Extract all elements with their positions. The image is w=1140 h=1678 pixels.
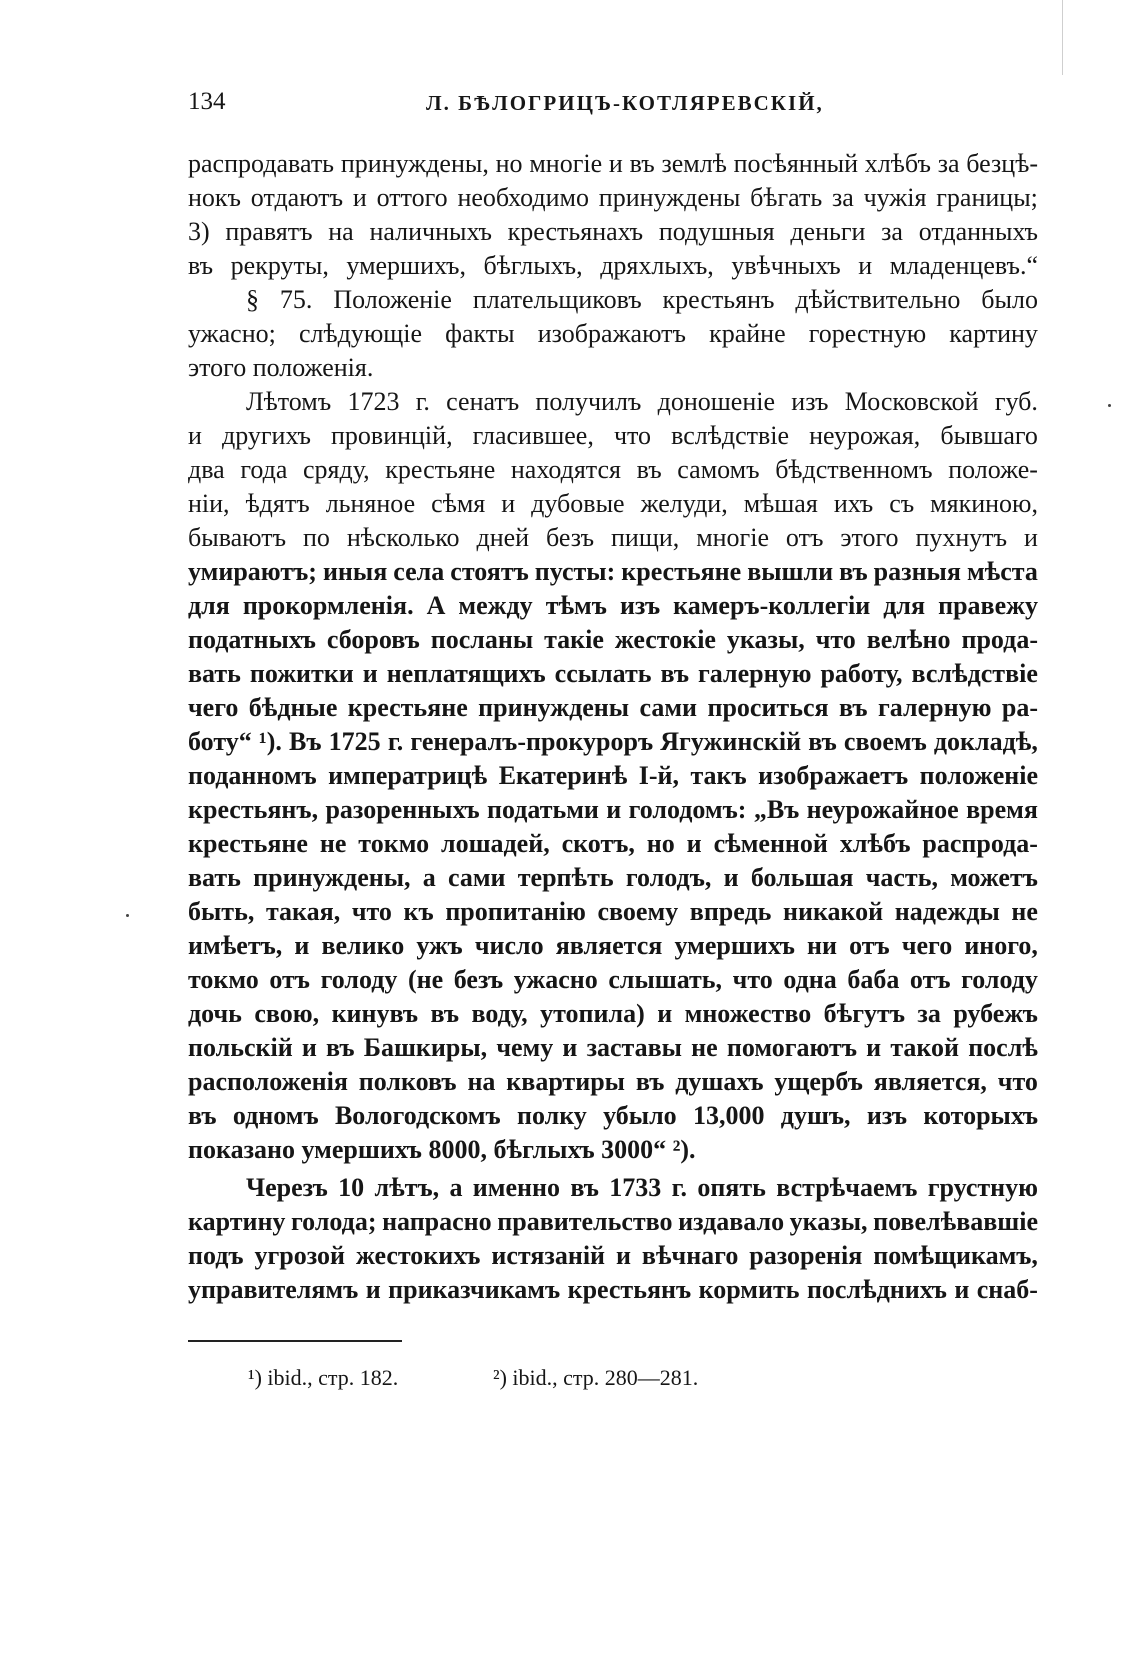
text-line: и другихъ провинцій, гласившее, что вслѣдствіе неурожая, бывшаго [188, 421, 1038, 450]
text-line: для прокормленія. А между тѣмъ изъ камеръ-коллегіи для правежу [188, 591, 1038, 620]
text-line: ужасно; слѣдующіе факты изображаютъ крайне горестную картину [188, 319, 1038, 348]
text-line: распродавать принуждены, но многіе и въ землѣ посѣянный хлѣбъ за безцѣ- [188, 149, 1038, 178]
text-line: въ рекруты, умершихъ, бѣглыхъ, дряхлыхъ, увѣчныхъ и младенцевъ.“ [188, 251, 1038, 280]
binding-mark [1062, 0, 1063, 75]
footnote-divider [188, 1340, 402, 1342]
text-line: въ одномъ Вологодскомъ полку убыло 13,000 душъ, изъ которыхъ [188, 1101, 1038, 1130]
footnote-1: ¹) ibid., стр. 182. [248, 1365, 399, 1390]
text-line: вать принуждены, а сами терпѣть голодъ, и большая часть, можетъ [188, 863, 1038, 892]
text-line: имѣетъ, и велико ужъ число является умершихъ ни отъ чего иного, [188, 931, 1038, 960]
footnote-2: ²) ibid., стр. 280—281. [493, 1365, 699, 1390]
text-line: картину голода; напрасно правительство издавало указы, повелѣвавшіе [188, 1207, 1038, 1236]
text-line: Лѣтомъ 1723 г. сенатъ получилъ доношеніе изъ Московской губ. [246, 387, 1038, 416]
text-line: этого положенія. [188, 353, 374, 382]
scan-speck [126, 914, 129, 917]
page-number: 134 [188, 88, 226, 115]
text-line: Черезъ 10 лѣтъ, а именно въ 1733 г. опять встрѣчаемъ грустную [246, 1173, 1038, 1202]
text-line: подъ угрозой жестокихъ истязаній и вѣчнаго разоренія помѣщикамъ, [188, 1241, 1038, 1270]
text-line: крестьянъ, разоренныхъ податьми и голодомъ: „Въ неурожайное время [188, 795, 1038, 824]
scan-speck [1108, 404, 1111, 407]
text-line: боту“ ¹). Въ 1725 г. генералъ-прокуроръ Ягужинскій въ своемъ докладѣ, [188, 727, 1038, 756]
text-line: поданномъ императрицѣ Екатеринѣ І-й, такъ изображаетъ положеніе [188, 761, 1038, 790]
text-line: два года сряду, крестьяне находятся въ самомъ бѣдственномъ положе- [188, 455, 1038, 484]
text-line: ніи, ѣдятъ льняное сѣмя и дубовые желуди, мѣшая ихъ съ мякиною, [188, 489, 1038, 518]
footnotes [248, 1362, 968, 1398]
text-line: вать пожитки и неплатящихъ ссылать въ галерную работу, вслѣдствіе [188, 659, 1038, 688]
text-line: токмо отъ голоду (не безъ ужасно слышать, что одна баба отъ голоду [188, 965, 1038, 994]
text-line: быть, такая, что къ пропитанію своему впредь никакой надежды не [188, 897, 1038, 926]
text-line: показано умершихъ 8000, бѣглыхъ 3000“ ²). [188, 1135, 696, 1164]
page-header [188, 88, 1038, 122]
text-line: крестьяне не токмо лошадей, скотъ, но и сѣменной хлѣбъ распрода- [188, 829, 1038, 858]
text-line: польскій и въ Башкиры, чему и заставы не помогаютъ и такой послѣ [188, 1033, 1038, 1062]
body-text [188, 148, 1038, 1308]
text-line: 3) правятъ на наличныхъ крестьянахъ подушныя деньги за отданныхъ [188, 217, 1038, 246]
text-line: дочь свою, кинувъ въ воду, утопила) и множество бѣгутъ за рубежъ [188, 999, 1038, 1028]
text-line: управителямъ и приказчикамъ крестьянъ кормить послѣднихъ и снаб- [188, 1275, 1038, 1304]
running-head: Л. БѢЛОГРИЦЪ-КОТЛЯРЕВСКІЙ, [426, 91, 824, 115]
text-line: расположенія полковъ на квартиры въ душахъ ущербъ является, что [188, 1067, 1038, 1096]
text-line: нокъ отдаютъ и оттого необходимо принуждены бѣгать за чужія границы; [188, 183, 1038, 212]
text-line: § 75. Положеніе плательщиковъ крестьянъ дѣйствительно было [246, 285, 1038, 314]
text-line: бываютъ по нѣсколько дней безъ пищи, многіе отъ этого пухнутъ и [188, 523, 1038, 552]
text-line: умираютъ; иныя села стоятъ пусты: крестьяне вышли въ разныя мѣста [188, 557, 1038, 586]
text-line: податныхъ сборовъ посланы такіе жестокіе указы, что велѣно прода- [188, 625, 1038, 654]
text-line: чего бѣдные крестьяне принуждены сами проситься въ галерную ра- [188, 693, 1038, 722]
